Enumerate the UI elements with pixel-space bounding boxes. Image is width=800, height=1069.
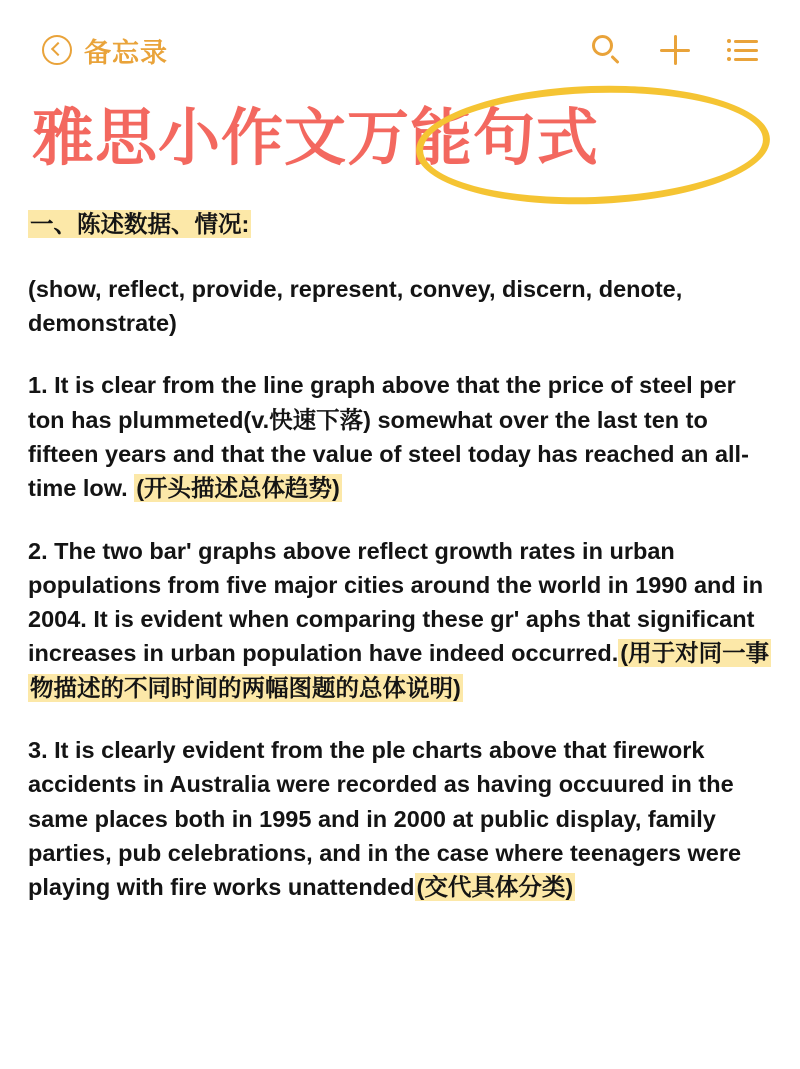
section-heading-line: [28, 207, 774, 241]
list-icon[interactable]: [726, 33, 760, 67]
header-actions: [590, 33, 760, 67]
list-item: [28, 368, 774, 505]
header-left-group: [42, 31, 168, 70]
headline-plain-part: 雅思小作文: [32, 104, 348, 173]
item-text: 3. It is clearly evident from the ple charts above that firework accidents in Australia were recorded as having occuured in the same places both in 1995 and in 2000 at public display, family parties, pub celebrations, and in the case where teenagers were playing with fire works unattended: [28, 737, 742, 901]
list-item: [28, 534, 774, 705]
section-heading: 一、陈述数据、情况:: [30, 211, 250, 238]
item-highlight: (用于对同一事物描述的不同时间的两幅图题的总体说明): [30, 640, 770, 701]
item-text: 1. It is clear from the line graph above that the price of steel per ton has plummeted(v.快速下落) somewhat over the last ten to fifteen years and that the value of steel today has reached an all-time low.: [28, 372, 749, 502]
search-icon[interactable]: [590, 33, 624, 67]
item-highlight: (交代具体分类): [416, 874, 574, 901]
page-title: 备忘录: [84, 37, 168, 68]
verb-list-line: (show, reflect, provide, represent, convey, discern, denote, demonstrate): [28, 275, 683, 337]
note-body: [0, 173, 800, 904]
list-item: [28, 733, 774, 904]
headline-circled-part: 万能句式: [347, 104, 600, 173]
item-highlight: (开头描述总体趋势): [136, 475, 340, 502]
plus-icon[interactable]: [658, 33, 692, 67]
note-headline-area: [0, 100, 800, 173]
back-chevron-icon[interactable]: [42, 35, 72, 65]
app-header: [0, 0, 800, 100]
item-text: 2. The two bar' graphs above reflect growth rates in urban populations from five major cities around the world in 1990 and in 2004. It is evident when comparing these gr' aphs that significant increases in urban population have indeed occurred.: [28, 537, 764, 667]
note-headline: [32, 104, 599, 173]
